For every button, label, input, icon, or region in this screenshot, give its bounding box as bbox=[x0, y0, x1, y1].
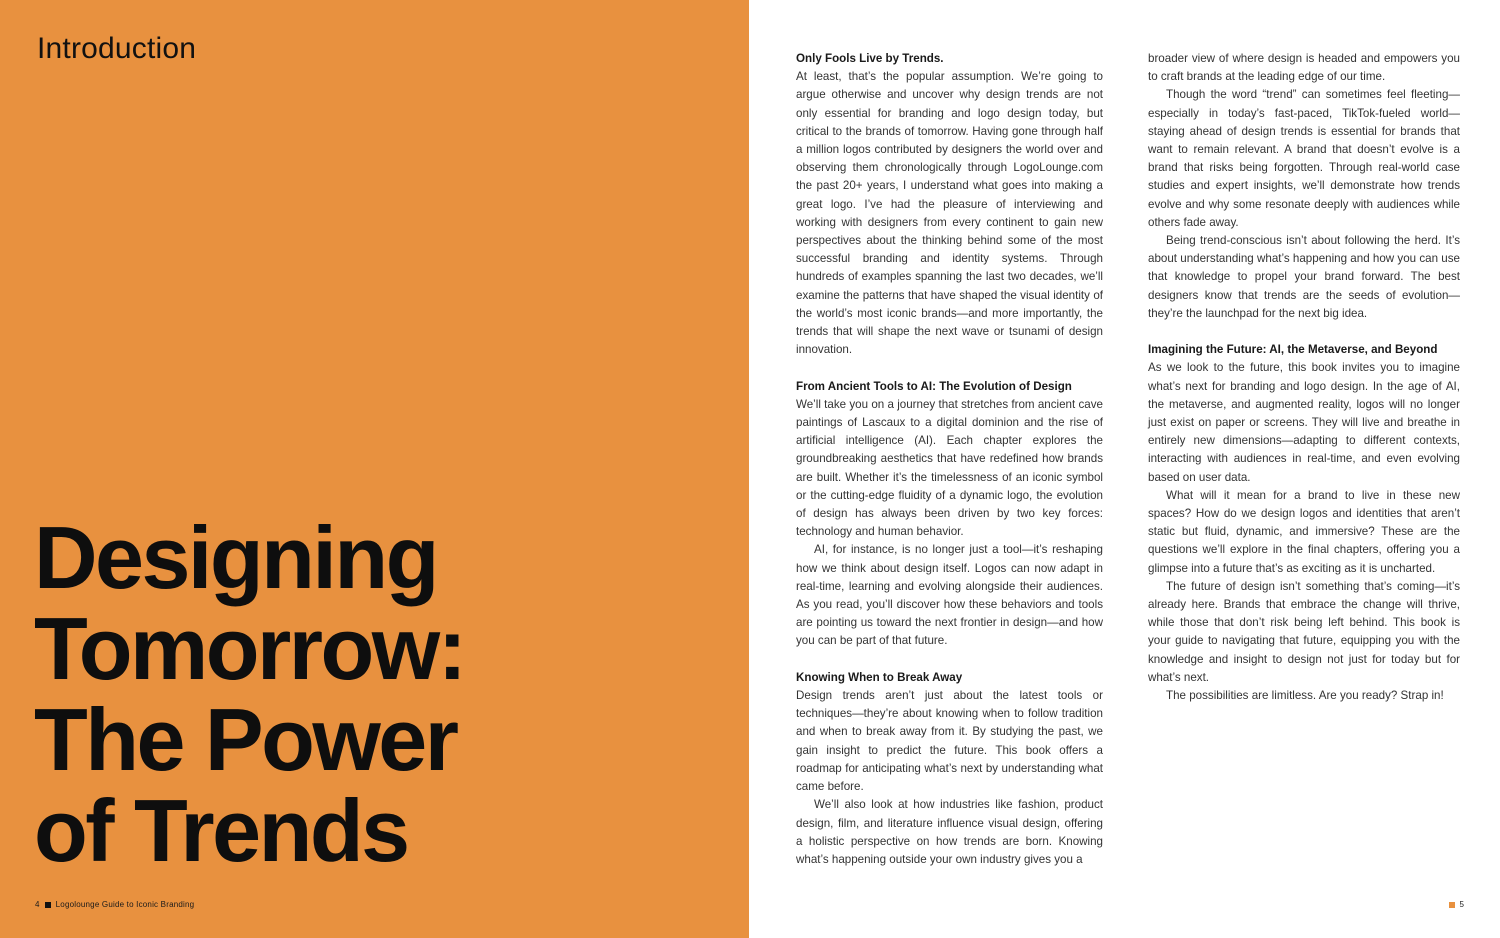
left-page-footer bbox=[35, 900, 194, 909]
paragraph: What will it mean for a brand to live in these new spaces? How do we design logos and identities that aren’t static but fluid, dynamic, and immersive? These are the questions we’ll explore in the final chapters, offering you a glimpse into a future that’s as exciting as it is uncharted. bbox=[1148, 488, 1460, 575]
paragraph: AI, for instance, is no longer just a tool—it’s reshaping how we think about design itself. Logos can now adapt in real-time, learning and evolving alongside their audiences. As you read, you’ll discover how these behaviors and tools are pointing us toward the next frontier in design—and how you can be part of that future. bbox=[796, 543, 1103, 648]
left-page bbox=[0, 0, 749, 938]
left-page-number: 4 bbox=[35, 900, 40, 909]
paragraph: As we look to the future, this book invites you to imagine what’s next for branding and logo design. In the age of AI, the metaverse, and augmented reality, logos will no longer just exist on paper or screens. They will live and breathe in entirely new dimensions—adapting to different contexts, interacting with audiences in real-time, and even evolving based on user data. bbox=[1148, 361, 1460, 484]
right-page-number: 5 bbox=[1459, 900, 1464, 909]
text-column-2 bbox=[1148, 50, 1460, 705]
paragraph: We’ll take you on a journey that stretches from ancient cave paintings of Lascaux to a digital dominion and the rise of artificial intelligence (AI). Each chapter explores the groundbreaking aesthetics that have redefined how brands are built. Whether it’s the timelessness of an iconic symbol or the cutting-edge fluidity of a dynamic logo, the evolution of design has always been driven by two key forces: technology and human behavior. bbox=[796, 397, 1103, 539]
paragraph: Being trend-conscious isn’t about following the herd. It’s about understanding what’s happening and how you can use that knowledge to propel your brand forward. The best designers know that trends are the seeds of evolution—they’re the launchpad for the next big idea. bbox=[1148, 234, 1460, 320]
subheading: Imagining the Future: AI, the Metaverse, and Beyond bbox=[1148, 343, 1438, 357]
paragraph: broader view of where design is headed and empowers you to craft brands at the leading edge of our time. bbox=[1148, 52, 1460, 84]
chapter-title-line: The Power bbox=[34, 690, 457, 789]
subheading: Knowing When to Break Away bbox=[796, 670, 963, 684]
square-marker-icon bbox=[45, 902, 51, 908]
subheading: From Ancient Tools to AI: The Evolution of Design bbox=[796, 379, 1072, 393]
paragraph: The possibilities are limitless. Are you ready? Strap in! bbox=[1166, 689, 1444, 703]
chapter-title-line: of Trends bbox=[34, 781, 408, 880]
paragraph: The future of design isn’t something that’s coming—it’s already here. Brands that embrace the change will thrive, while those that don’t risk being left behind. This book is your guide to navigating that future, equipping you with the knowledge and insight to design not just for today but for what’s next. bbox=[1148, 579, 1460, 684]
text-column-1 bbox=[796, 50, 1103, 869]
paragraph: Design trends aren’t just about the latest tools or techniques—they’re about knowing when to follow tradition and when to break away from it. By studying the past, we gain insight to predict the future. This book offers a roadmap for anticipating what’s next by understanding what came before. bbox=[796, 689, 1103, 794]
section-label: Introduction bbox=[37, 32, 197, 65]
square-marker-icon bbox=[1449, 902, 1455, 908]
right-page-footer bbox=[1449, 900, 1464, 909]
paragraph: At least, that’s the popular assumption. We’re going to argue otherwise and uncover why design trends are not only essential for branding and logo design today, but critical to the brands of tomorrow. Having gone through half a million logos contributed by designers the world over and observing them chronologically through LogoLounge.com the past 20+ years, I understand what goes into making a great logo. I’ve had the pleasure of interviewing and working with designers from every continent to gain new perspectives about the thinking behind some of the most successful branding and identity systems. Through hundreds of examples spanning the last two decades, we’ll examine the patterns that have shaped the visual identity of the world’s most iconic brands—and more importantly, the trends that will shape the next wave or tsunami of design innovation. bbox=[796, 70, 1103, 357]
chapter-title-line: Tomorrow: bbox=[34, 599, 465, 698]
paragraph: We’ll also look at how industries like fashion, product design, film, and literature influence visual design, offering a holistic perspective on how trends are born. Knowing what’s happening outside your own industry gives you a bbox=[796, 798, 1103, 866]
chapter-title bbox=[34, 508, 554, 880]
running-footer-title: Logolounge Guide to Iconic Branding bbox=[55, 900, 195, 909]
subheading: Only Fools Live by Trends. bbox=[796, 52, 944, 65]
paragraph: Though the word “trend” can sometimes feel fleeting—especially in today’s fast-paced, TikTok-fueled world—staying ahead of design trends is essential for brands that want to remain relevant. A brand that doesn’t evolve is a brand that risks being forgotten. Through real-world case studies and expert insights, we’ll demonstrate how trends evolve and why some resonate deeply with audiences while others fade away. bbox=[1148, 88, 1460, 229]
right-page bbox=[749, 0, 1500, 938]
chapter-title-line: Designing bbox=[34, 508, 437, 607]
